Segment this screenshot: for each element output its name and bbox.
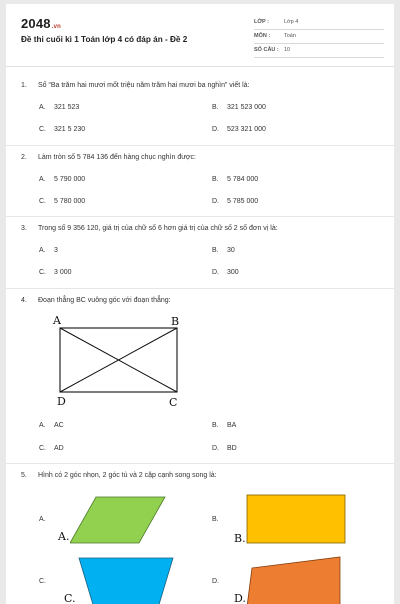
blue-trapezoid-shape[interactable] bbox=[78, 557, 174, 604]
vertex-label-d: D bbox=[57, 395, 66, 408]
parallelogram bbox=[70, 497, 165, 543]
meta-class: LỚP : Lớp 4 bbox=[254, 17, 384, 30]
shape-label-b: B. bbox=[234, 532, 246, 545]
question-divider bbox=[6, 288, 394, 289]
exam-title: Đề thi cuối kì 1 Toán lớp 4 có đáp án - Đề 2 bbox=[21, 35, 188, 44]
yellow-rectangle-shape[interactable] bbox=[246, 494, 346, 544]
vertex-label-a: A bbox=[53, 314, 61, 327]
vertex-label-c: C bbox=[169, 396, 178, 409]
header-divider bbox=[6, 66, 394, 67]
orange-quadrilateral-shape[interactable] bbox=[246, 556, 346, 604]
meta-subject: MÔN : Toán bbox=[254, 31, 384, 44]
page-header bbox=[6, 4, 394, 64]
shape-label-a: A. bbox=[58, 530, 70, 543]
question-divider bbox=[6, 216, 394, 217]
quadrilateral bbox=[247, 557, 340, 604]
meta-question-count: SỐ CÂU : 10 bbox=[254, 45, 384, 58]
vertex-label-b: B bbox=[171, 315, 180, 328]
green-parallelogram-shape[interactable] bbox=[70, 496, 166, 544]
shape-label-d: D. bbox=[234, 592, 246, 604]
question-divider bbox=[6, 145, 394, 146]
rectangle bbox=[247, 495, 345, 543]
question-divider bbox=[6, 463, 394, 464]
exam-page: 2048.vn Đề thi cuối kì 1 Toán lớp 4 có đáp án - Đề 2 LỚP : Lớp 4 MÔN : Toán SỐ CÂU : 10 1. Số “Ba trăm hai mươi mốt triệu năm trăm hai mươi ba nghìn” viết là: A. 321 523 B. 321 523 000 C. 321 5 230 D. 523 321 000 2. Làm tròn số 5 784 136 đến hàng chục nghìn được: A. 5 790 000 B. 5 784 000 C. 5 780 000 D. 5 785 000 3. Trong số 9 356 120, giá trị của chữ số 6 hơn giá trị của chữ số 2 số đơn vị là: A. 3 B. 30 C. 3 000 D. 300 4. Đoạn thẳng BC vuông góc với đoạn thẳng: A B C D A. AC B. BA C. AD D. BD 5. Hình có 2 góc nhọn, 2 góc tù và 2 cặp cạnh song song là: A. A. B. B. C. C. D. D. bbox=[6, 4, 394, 604]
site-logo[interactable]: 2048.vn bbox=[21, 16, 62, 31]
rectangle-abcd-figure bbox=[54, 316, 189, 414]
shape-label-c: C. bbox=[64, 592, 76, 604]
trapezoid bbox=[79, 558, 173, 604]
